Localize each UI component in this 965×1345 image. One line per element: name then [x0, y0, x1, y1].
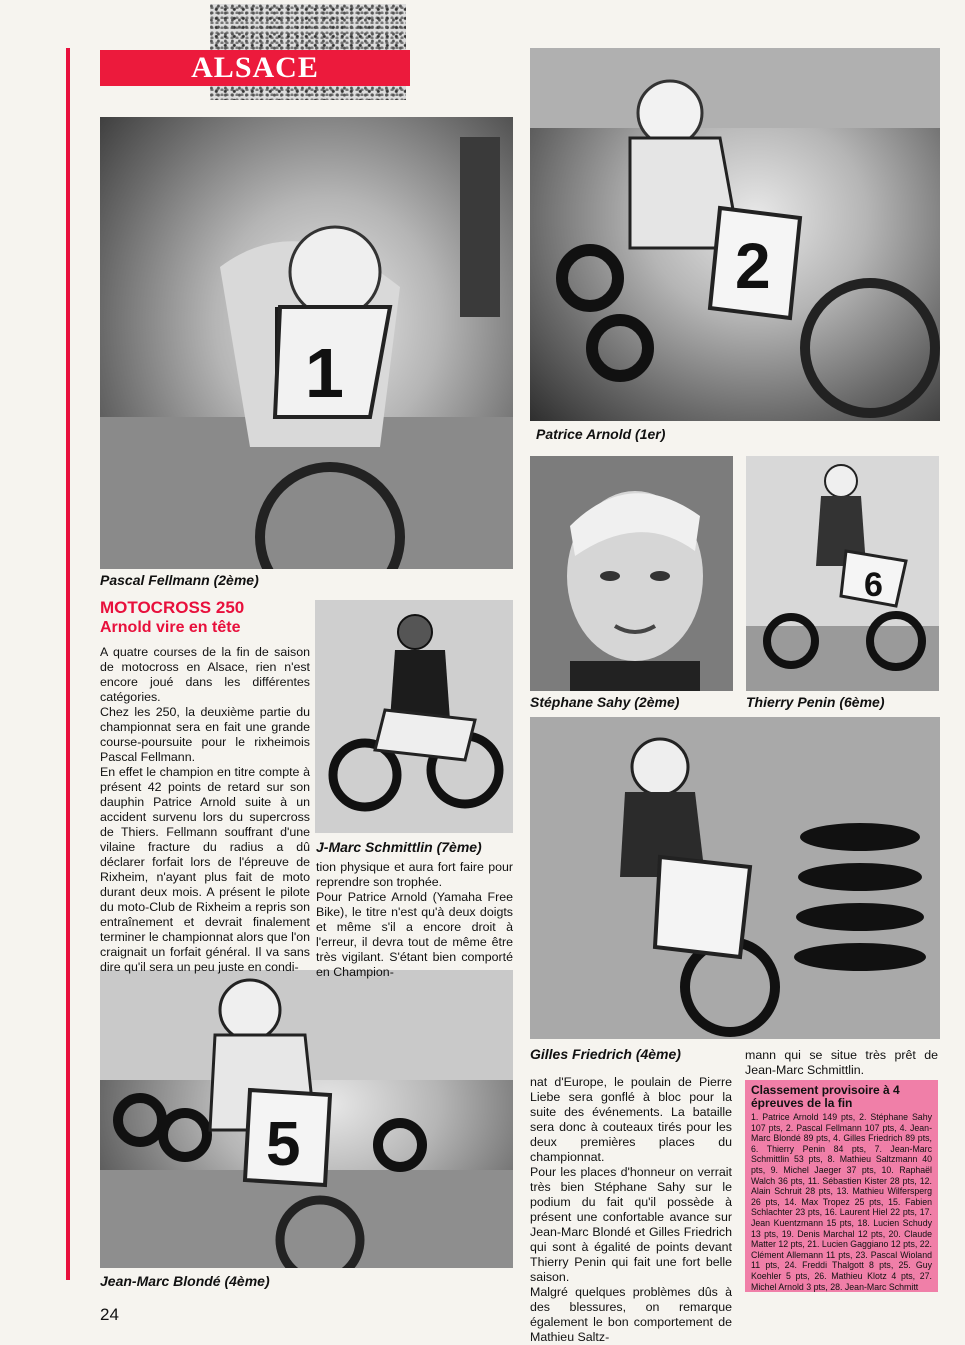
header-texture: [210, 4, 406, 50]
plate-number-blonde: 5: [266, 1110, 301, 1179]
standings-box: [745, 1080, 938, 1292]
article-column-2: [316, 860, 513, 980]
paragraph: A quatre courses de la fin de saison de motocross en Alsace, rien n'est encore joué dans les différentes catégories.: [100, 645, 310, 704]
article-column-3: [530, 1075, 732, 1345]
plate-number-thierry: 6: [864, 566, 883, 604]
photo-gilles-friedrich: [530, 717, 940, 1039]
paragraph: Chez les 250, la deuxième partie du championnat sera en fait une grande course-poursuite pour le rixheimois Pascal Fellmann.: [100, 705, 310, 764]
paragraph: tion physique et aura fort faire pour reprendre son trophée.: [316, 860, 513, 889]
photo-patrice-arnold: [530, 48, 940, 421]
caption-patrice: Patrice Arnold (1er): [536, 426, 666, 442]
caption-jmarc: J-Marc Schmittlin (7ème): [316, 839, 482, 855]
photo-jmarc-schmittlin: [315, 600, 513, 833]
article-headline: [100, 598, 244, 637]
headline-kicker: MOTOCROSS 250: [100, 598, 245, 617]
paragraph: Pour les places d'honneur on verrait très bien Stéphane Sahy sur le podium du fait qu'il possède à présent une confortable avance sur Jean-Marc Blondé et Gilles Friedrich qui sont à égalité de points devant Thierry Penin qui fait une fort belle saison.: [530, 1165, 732, 1284]
caption-thierry: Thierry Penin (6ème): [746, 694, 885, 710]
section-banner: [100, 50, 410, 86]
caption-blonde: Jean-Marc Blondé (4ème): [100, 1273, 270, 1289]
margin-rule: [66, 48, 70, 1280]
article-column-1: [100, 645, 310, 975]
photo-thierry-penin: [746, 456, 939, 691]
plate-number-patrice: 2: [735, 230, 771, 302]
article-column-4: [745, 1048, 938, 1078]
paragraph: nat d'Europe, le poulain de Pierre Liebe sera gonflé à bloc pour la suite des événements. La bataille sera donc à couteaux tirés pour les deux premières places du championnat.: [530, 1075, 732, 1164]
paragraph: Malgré quelques problèmes dûs à des blessures, on remarque également le bon comportement de Mathieu Saltz-: [530, 1285, 732, 1344]
photo-pascal-fellmann: [100, 117, 513, 569]
caption-stephane: Stéphane Sahy (2ème): [530, 694, 680, 710]
photo-stephane-sahy: [530, 456, 733, 691]
plate-number-pascal: 1: [305, 334, 344, 412]
standings-title: Classement provisoire à 4 épreuves de la fin: [751, 1083, 900, 1110]
paragraph: mann qui se situe très prêt de Jean-Marc Schmittlin.: [745, 1048, 938, 1077]
page-number: 24: [100, 1305, 119, 1324]
paragraph: En effet le champion en titre compte à présent 42 points de retard sur son dauphin Patrice Arnold suite à un accident survenu lors du supercross de Thiers. Fellmann souffrant d'une vilaine fracture du radius a dû déclarer forfait lors de l'épreuve de Rixheim, n'ayant plus fait de moto durant deux mois. A présent le pilote du moto-Club de Rixheim a repris son entraînement et devrait finalement terminer le championnat alors que l'on craignait un forfait général. Il va sans dire qu'il sera un peu juste en condi-: [100, 765, 310, 974]
photo-jean-marc-blonde: [100, 970, 513, 1268]
headline-title: Arnold vire en tête: [100, 619, 241, 636]
paragraph: Pour Patrice Arnold (Yamaha Free Bike), le titre n'est qu'à deux doigts et même s'il a encore droit à l'erreur, il devra tout de même être très vigilant. S'étant bien comporté en Champion-: [316, 890, 513, 979]
section-title: ALSACE: [191, 51, 319, 84]
caption-pascal: Pascal Fellmann (2ème): [100, 572, 259, 588]
header-texture-lower: [210, 86, 406, 100]
caption-gilles: Gilles Friedrich (4ème): [530, 1046, 681, 1062]
standings-body: 1. Patrice Arnold 149 pts, 2. Stéphane Sahy 107 pts, 2. Pascal Fellmann 107 pts, 4. Jean-Marc Blondé 89 pts, 4. Gilles Friedrich 89 pts, 6. Thierry Penin 84 pts, 7. Jean-Marc Schmittlin 53 pts, 8. Mathieu Saltzmann 40 pts, 9. Michel Jaeger 37 pts, 10. Raphaël Walch 36 pts, 11. Sébastien Kister 28 pts, 12. Alain Schruit 28 pts, 13. Mathieu Wilfersperg 26 pts, 14. Max Tropez 25 pts, 15. Fabien Schlachter 23 pts, 16. Laurent Hiel 22 pts, 17. Jean Kuentzmann 15 pts, 18. Lucien Schudy 13 pts, 19. Denis Marchal 12 pts, 20. Claude Matter 12 pts, 21. Lucien Gaggiano 12 pts, 22. Clément Allemann 11 pts, 23. Pascal Wioland 11 pts, 24. Freddi Thalgott 8 pts, 25. Guy Koehler 5 pts, 26. Mathieu Klotz 4 pts, 27. Michel Arnold 3 pts, 28. Jean-Marc Schmitt: [751, 1112, 932, 1292]
